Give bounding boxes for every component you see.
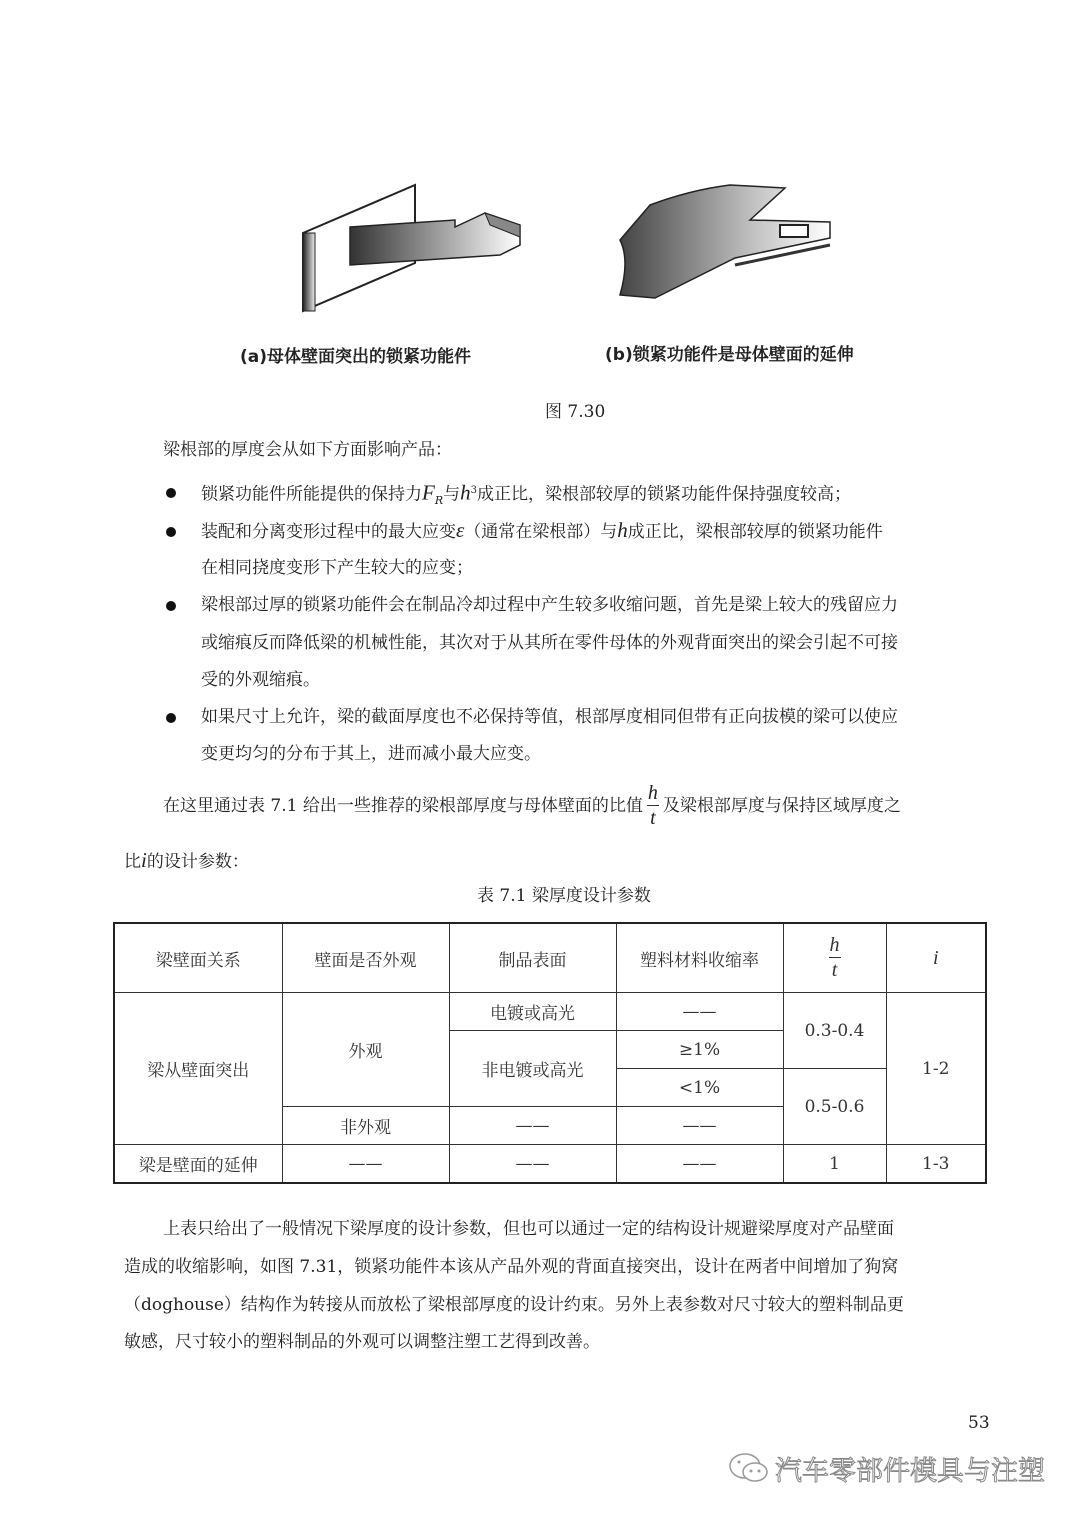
table-cell: 梁从壁面突出 [114, 993, 282, 1145]
figure-a-image [295, 175, 535, 315]
header-cell: 梁壁面关系 [114, 923, 282, 993]
table-cell: 1 [783, 1145, 886, 1184]
table-cell: ≥1% [616, 1031, 783, 1069]
paragraph-1-text: 在这里通过表 7.1 给出一些推荐的梁根部厚度与母体壁面的比值 [163, 795, 643, 816]
fraction-h-over-t [647, 784, 659, 827]
bullet-dot [166, 488, 176, 498]
fraction-denominator: t [831, 958, 838, 981]
watermark-text: 汽车零部件模具与注塑 [775, 1456, 1045, 1487]
design-parameter-table [113, 922, 987, 1184]
table-header-row [114, 923, 986, 993]
fraction-bar [829, 957, 841, 958]
table-cell: —— [616, 1145, 783, 1184]
bullet-3-line-1: 梁根部过厚的锁紧功能件会在制品冷却过程中产生较多收缩问题，首先是梁上较大的残留应力 [201, 595, 898, 615]
paragraph-2-line-2: 造成的收缩影响，如图 7.31，锁紧功能件本该从产品外观的背面直接突出，设计在两者中间增加了狗窝 [124, 1257, 899, 1277]
table-cell: 0.3-0.4 [783, 993, 886, 1069]
table-cell: 电镀或高光 [449, 993, 616, 1031]
header-cell: 制品表面 [449, 923, 616, 993]
bullet-2 [201, 520, 883, 542]
bullet-2-text: 装配和分离变形过程中的最大应变 [201, 522, 456, 542]
fraction-numerator: h [829, 933, 840, 956]
table-title: 表 7.1 梁厚度设计参数 [477, 886, 651, 906]
intro-text: 梁根部的厚度会从如下方面影响产品： [163, 440, 452, 460]
bullet-dot [166, 713, 176, 723]
paragraph-2-line-4: 敏感，尺寸较小的塑料制品的外观可以调整注塑工艺得到改善。 [124, 1332, 600, 1352]
table-cell: 1-2 [886, 993, 986, 1145]
bullet-dot [166, 527, 176, 537]
bullet-3-line-2: 或缩痕反而降低梁的机械性能，其次对于从其所在零件母体的外观背面突出的梁会引起不可接 [201, 633, 898, 653]
wechat-icon [727, 1450, 771, 1486]
paragraph-2-line-1: 上表只给出了一般情况下梁厚度的设计参数，但也可以通过一定的结构设计规避梁厚度对产品壁面 [163, 1219, 894, 1239]
math-superscript: 3 [470, 485, 477, 496]
figure-label: 图 7.30 [545, 402, 606, 422]
figure-caption-b: (b)锁紧功能件是母体壁面的延伸 [605, 345, 854, 365]
table-row [114, 1145, 986, 1184]
table-cell: —— [282, 1145, 449, 1184]
header-cell-h-over-t [783, 923, 886, 993]
math-epsilon: ε [456, 518, 465, 542]
figure-b-image [610, 180, 850, 310]
bullet-dot [166, 601, 176, 611]
table-cell: <1% [616, 1069, 783, 1107]
bullet-1-text: 成正比，梁根部较厚的锁紧功能件保持强度较高； [477, 484, 851, 505]
fraction-numerator: h [647, 782, 658, 804]
math-h: h [617, 518, 628, 542]
bullet-4-line-1: 如果尺寸上允许，梁的截面厚度也不必保持等值，根部厚度相同但带有正向拔模的梁可以使应 [201, 707, 898, 727]
bullet-3-line-3: 受的外观缩痕。 [201, 670, 320, 690]
table-cell: —— [616, 993, 783, 1031]
paragraph-1-text: 及梁根部厚度与保持区域厚度之 [662, 795, 901, 816]
paragraph-1-text: 比 [124, 852, 141, 872]
math-F: F [422, 480, 435, 505]
table-cell: —— [449, 1145, 616, 1184]
paragraph-1-line-2 [124, 850, 249, 872]
table-cell: 非外观 [282, 1107, 449, 1145]
table-cell: 梁是壁面的延伸 [114, 1145, 282, 1184]
paragraph-2-line-3: （doghouse）结构作为转接从而放松了梁根部厚度的设计约束。另外上表参数对尺寸较大的塑料制品更 [124, 1295, 904, 1315]
bullet-4-line-2: 变更均匀的分布于其上，进而减小最大应变。 [201, 744, 541, 764]
bullet-1 [201, 481, 851, 511]
page-number: 53 [968, 1413, 990, 1433]
table-cell: 非电镀或高光 [449, 1031, 616, 1107]
table-cell: —— [616, 1107, 783, 1145]
bullet-1-text: 锁紧功能件所能提供的保持力 [201, 484, 422, 505]
table-cell: 0.5-0.6 [783, 1069, 886, 1145]
table-row [114, 993, 986, 1031]
table-cell: 1-3 [886, 1145, 986, 1184]
header-cell: 塑料材料收缩率 [616, 923, 783, 993]
paragraph-1 [163, 784, 901, 827]
figure-caption-a: (a)母体壁面突出的锁紧功能件 [240, 347, 472, 367]
table-cell: 外观 [282, 993, 449, 1107]
header-cell: 壁面是否外观 [282, 923, 449, 993]
bullet-2-text: （通常在梁根部）与 [464, 522, 618, 542]
bullet-1-text: 与 [443, 484, 461, 505]
bullet-2-text: 成正比，梁根部较厚的锁紧功能件 [627, 522, 883, 542]
fraction-denominator: t [650, 807, 656, 829]
fraction-bar [647, 805, 659, 806]
paragraph-1-text: 的设计参数： [146, 852, 249, 872]
bullet-2-line-2: 在相同挠度变形下产生较大的应变； [201, 558, 473, 578]
math-h: h [460, 480, 471, 505]
table-cell: —— [449, 1107, 616, 1145]
math-subscript: R [434, 494, 444, 508]
math-i: i [141, 848, 147, 872]
header-cell-i: i [886, 923, 986, 993]
